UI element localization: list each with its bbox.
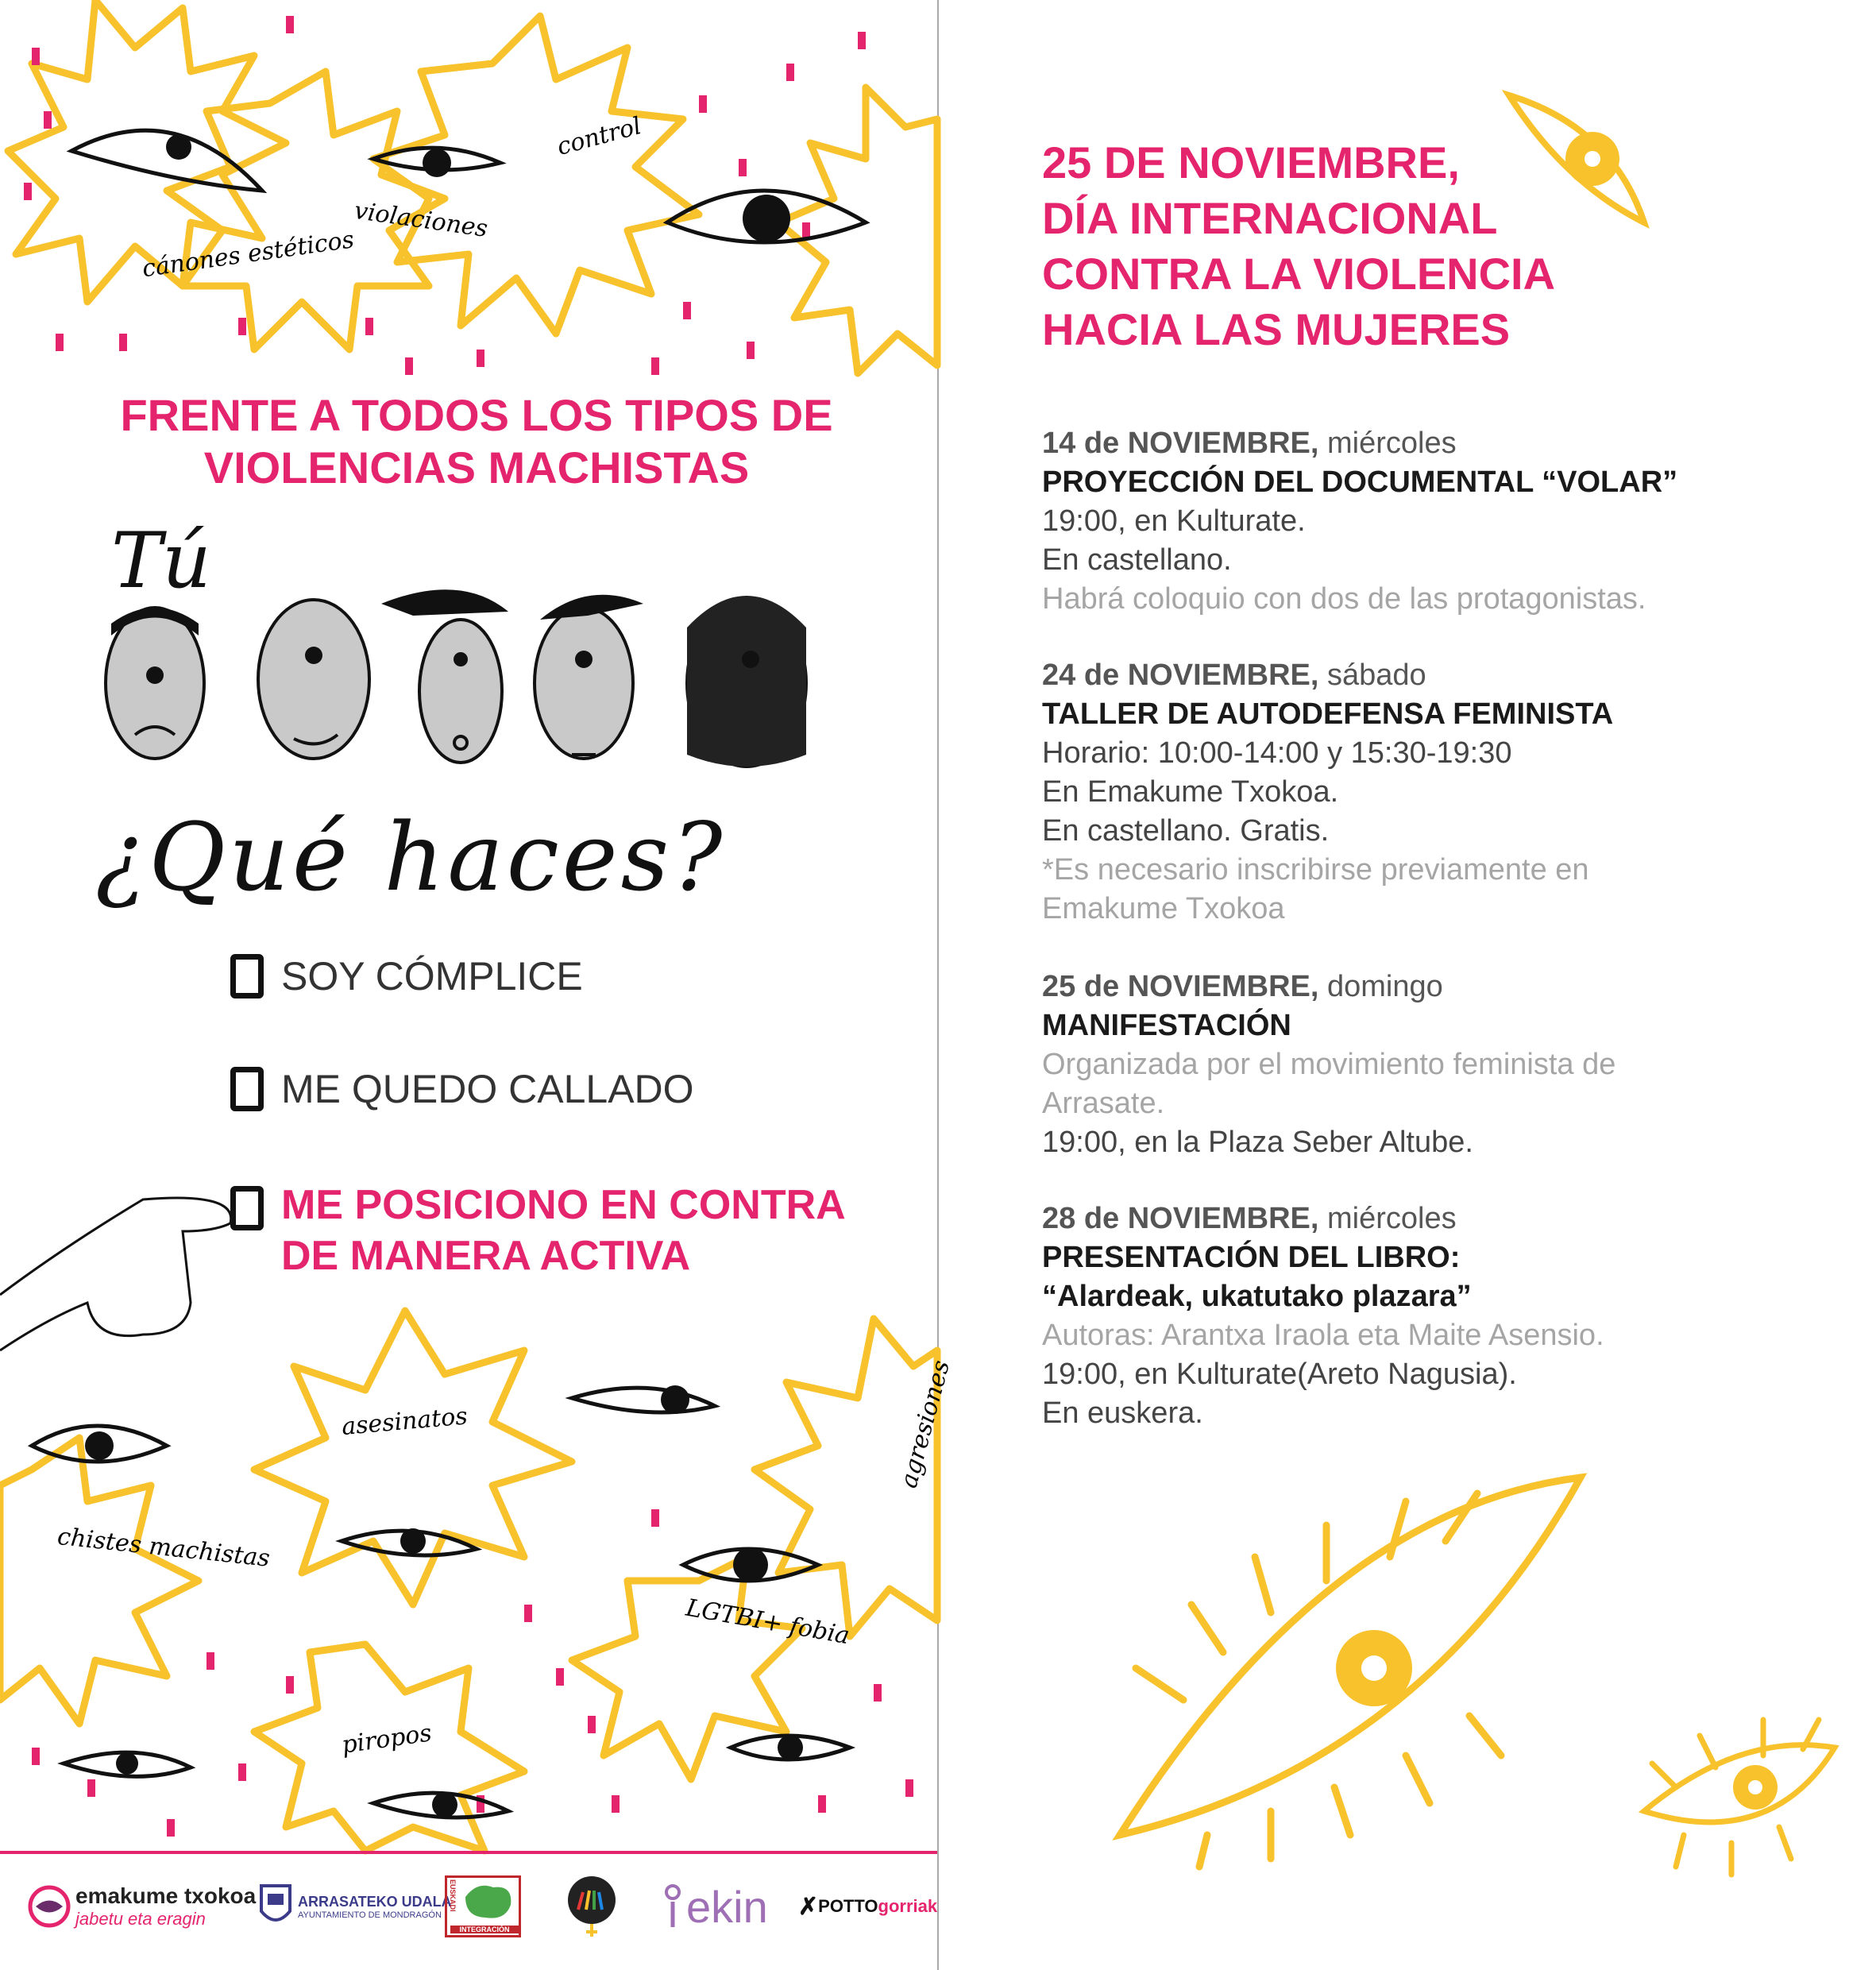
event-28-nov [1042, 1199, 1789, 1433]
logo-potto-gorriak [798, 1875, 937, 1938]
event-line: 19:00, en Kulturate(Areto Nagusia). [1042, 1358, 1517, 1391]
event-title: PRESENTACIÓN DEL LIBRO: [1042, 1241, 1461, 1274]
event-line: En euskera. [1042, 1396, 1203, 1430]
people-circle-icon [562, 1873, 621, 1940]
event-date: 25 de NOVIEMBRE, domingo [1042, 970, 1443, 1003]
checkbox-icon[interactable] [230, 954, 264, 999]
logo-tagline: jabetu eta eragin [75, 1909, 206, 1929]
event-line: Arrasate. [1042, 1087, 1165, 1120]
right-headline [1042, 135, 1757, 357]
option-label: SOY CÓMPLICE [281, 954, 583, 999]
ekin-icon [661, 1883, 685, 1930]
event-title: TALLER DE AUTODEFENSA FEMINISTA [1042, 697, 1614, 731]
event-14-nov [1042, 424, 1789, 619]
event-line: 19:00, en la Plaza Seber Altube. [1042, 1126, 1473, 1159]
logo-name: emakume txokoa [75, 1883, 257, 1908]
footer-line [0, 1851, 937, 1854]
eye-icon-small [1628, 1700, 1851, 1883]
event-title: “Alardeak, ukatutako plazara” [1042, 1280, 1472, 1313]
logo-arrasateko-udala [258, 1875, 452, 1938]
event-line: Organizada por el movimiento feminista de [1042, 1048, 1616, 1081]
headline-line: HACIA LAS MUJERES [1042, 304, 1511, 354]
event-line: Habrá coloquio con dos de las protagonistas. [1042, 582, 1646, 616]
event-title: MANIFESTACIÓN [1042, 1009, 1291, 1042]
scribble-asesinatos: asesinatos [340, 1402, 469, 1442]
option-me-posiciono[interactable] [230, 1180, 885, 1281]
event-line: En castellano. Gratis. [1042, 814, 1330, 848]
scribble-control: control [554, 112, 645, 161]
event-line: Horario: 10:00-14:00 y 15:30-19:30 [1042, 736, 1512, 770]
eye-icon-large [1088, 1462, 1612, 1875]
logo-people-circle [562, 1875, 621, 1938]
scribble-agresiones: agresiones [894, 1357, 956, 1491]
logo-name: ARRASATEKO UDALA [298, 1893, 452, 1910]
top-illustration [0, 0, 937, 373]
event-line: Emakume Txokoa [1042, 892, 1285, 925]
left-headline: FRENTE A TODOS LOS TIPOS DE VIOLENCIAS MACHISTAS [120, 390, 833, 492]
option-label: ME POSICIONO EN CONTRA DE MANERA ACTIVA [281, 1182, 844, 1279]
option-me-quedo-callado[interactable] [230, 1066, 694, 1112]
event-date: 24 de NOVIEMBRE, sábado [1042, 659, 1426, 692]
scribble-canones: cánones estéticos [140, 226, 357, 284]
event-line: 19:00, en Kulturate. [1042, 504, 1306, 538]
logo-name: ekin [686, 1881, 768, 1932]
event-line: En Emakume Txokoa. [1042, 775, 1339, 809]
logo-tagline: INTEGRACIÓN [450, 1926, 519, 1933]
logo-name: POTTO [818, 1896, 878, 1916]
emakume-txokoa-icon [28, 1885, 71, 1928]
headline-line: 25 DE NOVIEMBRE, [1042, 137, 1460, 187]
logo-emakume-txokoa [28, 1875, 256, 1938]
logo-name: EUSKADI [449, 1879, 457, 1912]
event-date: 28 de NOVIEMBRE, miércoles [1042, 1202, 1457, 1235]
logo-tagline: AYUNTAMIENTO DE MONDRAGÓN [298, 1910, 442, 1920]
option-soy-complice[interactable] [230, 953, 583, 999]
event-title: PROYECCIÓN DEL DOCUMENTAL “VOLAR” [1042, 465, 1678, 499]
option-label: ME QUEDO CALLADO [281, 1067, 694, 1111]
event-line: *Es necesario inscribirse previamente en [1042, 853, 1589, 886]
event-24-nov [1042, 656, 1789, 929]
logo-euskadi-integracion [445, 1875, 521, 1938]
event-date: 14 de NOVIEMBRE, miércoles [1042, 427, 1457, 460]
headline-line: DÍA INTERNACIONAL [1042, 193, 1498, 243]
headline-line: CONTRA LA VIOLENCIA [1042, 249, 1556, 299]
event-line: En castellano. [1042, 543, 1232, 577]
logo-ekin [661, 1875, 768, 1938]
map-icon [461, 1881, 517, 1922]
logo-accent: gorriak [878, 1896, 938, 1916]
bottom-illustration [0, 1303, 956, 1851]
scribble-chistes: chistes machistas [56, 1522, 272, 1573]
tu-label: Tú [111, 516, 211, 605]
scribble-piropos: piropos [340, 1719, 434, 1759]
shield-icon [258, 1883, 293, 1930]
scribble-violaciones: violaciones [352, 196, 490, 243]
faces-illustration [95, 580, 794, 786]
question-label: ¿Qué haces? [95, 802, 726, 912]
scribble-lgtbi: LGTBI+ fobia [683, 1593, 852, 1651]
event-25-nov [1042, 968, 1789, 1162]
checkbox-icon[interactable] [230, 1067, 264, 1111]
event-line: Autoras: Arantxa Iraola eta Maite Asensio. [1042, 1319, 1604, 1352]
x-icon: ✗ [798, 1893, 819, 1920]
